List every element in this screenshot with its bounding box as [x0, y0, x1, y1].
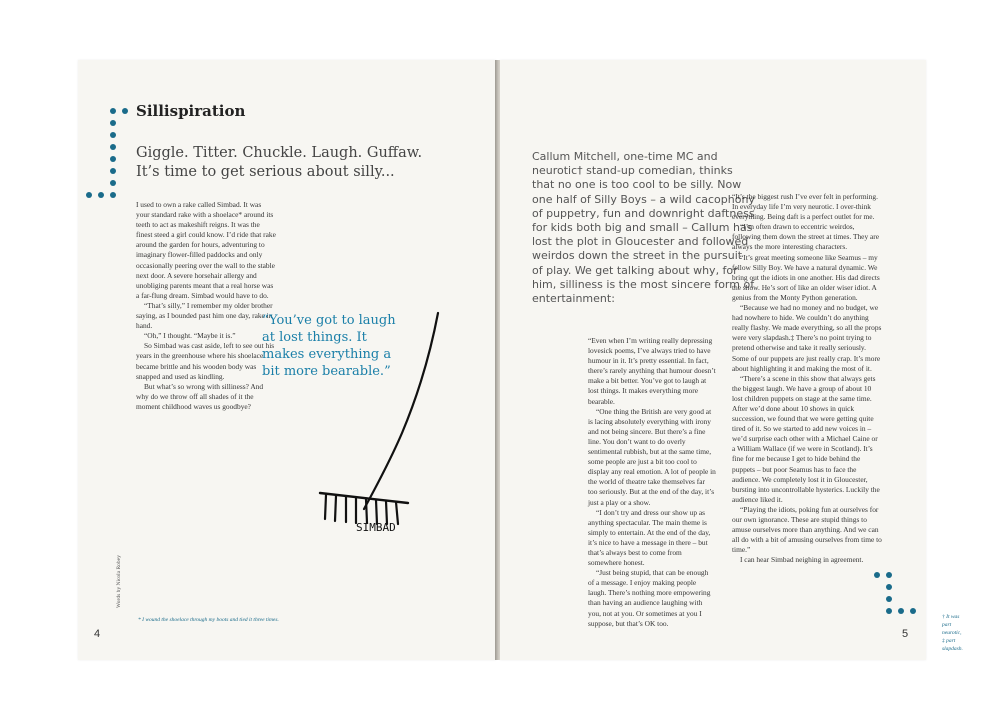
footnote: * I wound the shoelace through my boots and tied it three times. [138, 617, 279, 623]
page-number: 4 [94, 628, 101, 640]
paragraph: “Even when I’m writing really depressing lovesick poems, I’ve always tried to have humour in it. It’s pretty essential. In fact, there’s rarely anything that humour doesn’t make a bit better. You’ve got to laugh at lost things. It makes everything more bearable. [588, 336, 716, 406]
paragraph: “One thing the British are very good at is lacing absolutely everything with irony and not being sincere. But there’s a fine line. You don’t want to do overly sentimental rubbish, but at the same time, some people are just a bit too cool to display any real emotion. A lot of people in the world of theatre take themselves far too seriously. But at the end of the day, it’s just a play or a show. [588, 406, 716, 507]
article-subhead: Giggle. Titter. Chuckle. Laugh. Guffaw. It’s time to get serious about silly... [136, 145, 423, 180]
decorative-dot [86, 192, 92, 198]
decorative-dot [110, 192, 116, 198]
decorative-dot [110, 108, 116, 114]
rake-label: SIMBAD [356, 521, 396, 534]
decorative-dot [910, 608, 916, 614]
decorative-dot [110, 168, 116, 174]
article-heading: Sillispiration [136, 102, 246, 120]
paragraph: “That’s silly,” I remember my older brother saying, as I bounded past him one day, rake in hand. [136, 300, 273, 331]
interview-column-middle [588, 336, 716, 629]
decorative-dot [874, 572, 880, 578]
footnote: † It was part neurotic, [942, 614, 962, 636]
decorative-dot [898, 608, 904, 614]
pull-quote: “You’ve got to laugh at lost things. It makes everything a bit more bearable.” [262, 313, 396, 379]
paragraph: “It’s great meeting someone like Seamus – my fellow Silly Boy. We have a natural dynamic. We bring out the idiots in one another. His dad directs the show. He’s sort of like an older wiser idiot. A genius from the Monty Python generation. [732, 252, 880, 302]
paragraph: “It’s the biggest rush I’ve ever felt in performing. In everyday life I’m very neurotic. I over-think everything. Being daft is a perfect outlet for me. [732, 192, 878, 222]
decorative-dot [886, 584, 892, 590]
decorative-dot [98, 192, 104, 198]
decorative-dot [886, 608, 892, 614]
magazine-spread [78, 60, 963, 660]
paragraph: “I’m often drawn to eccentric weirdos, following them down the street at times. They are always the more interesting characters. [732, 222, 880, 252]
intro-column [136, 200, 276, 412]
decorative-dot [886, 572, 892, 578]
sign-off: I can hear Simbad neighing in agreement. [740, 555, 864, 565]
paragraph: So Simbad was cast aside, left to see out his years in the greenhouse where his shoelace became brittle and his wooden body was snapped and used as kindling. [136, 341, 275, 381]
paragraph: “Playing the idiots, poking fun at ourselves for our own ignorance. These are stupid things to amuse ourselves more than anything. And we can all do with a bit of amusing ourselves from time to time.” [732, 504, 882, 555]
right-page [500, 60, 963, 660]
footnote: ‡ part slapdash. [942, 638, 963, 652]
left-page [78, 60, 496, 660]
paragraph: “Because we had no money and no budget, we had nowhere to hide. We couldn’t do anything really flashy. We made everything, so all the props were very slapdash.‡ There’s no point trying to pretend otherwise and take it really seriously. Some of our puppets are just really crap. It’s more about highlighting it and making the most of it. [732, 303, 882, 373]
interview-column-right [732, 192, 882, 565]
decorative-dot [110, 132, 116, 138]
paragraph: “Oh,” I thought. “Maybe it is.” [144, 331, 236, 341]
paragraph: But what’s so wrong with silliness? And why do we throw off all shades of it the moment childhood waves us goodbye? [136, 381, 264, 411]
author-credit: Words by Nicola Robey [116, 555, 122, 608]
paragraph: I used to own a rake called Simbad. It was your standard rake with a shoelace* around its teeth to act as makeshift reigns. It was the finest steed a girl could know. I’d ride that rake around the garden for hours, adventuring to imaginary flower-filled paddocks and only occasionally peering over the wall to the stable next door. A severe horsehair allergy and unobliging parents meant that a real horse was a far-flung dream. Simbad would have to do. [136, 200, 276, 300]
decorative-dot [110, 180, 116, 186]
page-number: 5 [902, 628, 909, 640]
decorative-dot [122, 108, 128, 114]
decorative-dot [110, 120, 116, 126]
decorative-dot [110, 144, 116, 150]
rake-illustration [312, 305, 452, 535]
decorative-dot [110, 156, 116, 162]
standfirst: Callum Mitchell, one-time MC and neurotic† stand-up comedian, thinks that no one is too cool to be silly. Now one half of Silly Boys – a wild cacophony of puppetry, fun and downright daftness for kids both big and small – Callum has lost the plot in Gloucester and followed weirdos down the street in the pursuit of play. We get talking about why, for him, silliness is the most sincere form of entertainment: [532, 150, 755, 306]
footnotes [942, 613, 963, 653]
paragraph: “There’s a scene in this show that always gets the biggest laugh. We have a group of about 10 lost children puppets on stage at the same time. After we’d done about 10 shows in quick succession, we found that we were getting quite tired of it. So we started to add new voices in – we’d surprise each other with a Michael Caine or a William Wallace (if we were in Scotland). It’s fine for me because I get to hide behind the puppets – but poor Seamus has to face the audience. We completely lost it in Gloucester, bursting into uncontrollable hysterics. Luckily the audience liked it. [732, 373, 880, 504]
paragraph: “I don’t try and dress our show up as anything spectacular. The main theme is simply to entertain. At the end of the day, it’s nice to have a message in there – but that’s always best to come from somewhere honest. [588, 507, 711, 568]
paragraph: “Just being stupid, that can be enough of a message. I enjoy making people laugh. There’s nothing more empowering than having an audience laughing with you, not at you. Or sometimes at you I suppose, but that’s OK too. [588, 568, 711, 628]
decorative-dot [886, 596, 892, 602]
